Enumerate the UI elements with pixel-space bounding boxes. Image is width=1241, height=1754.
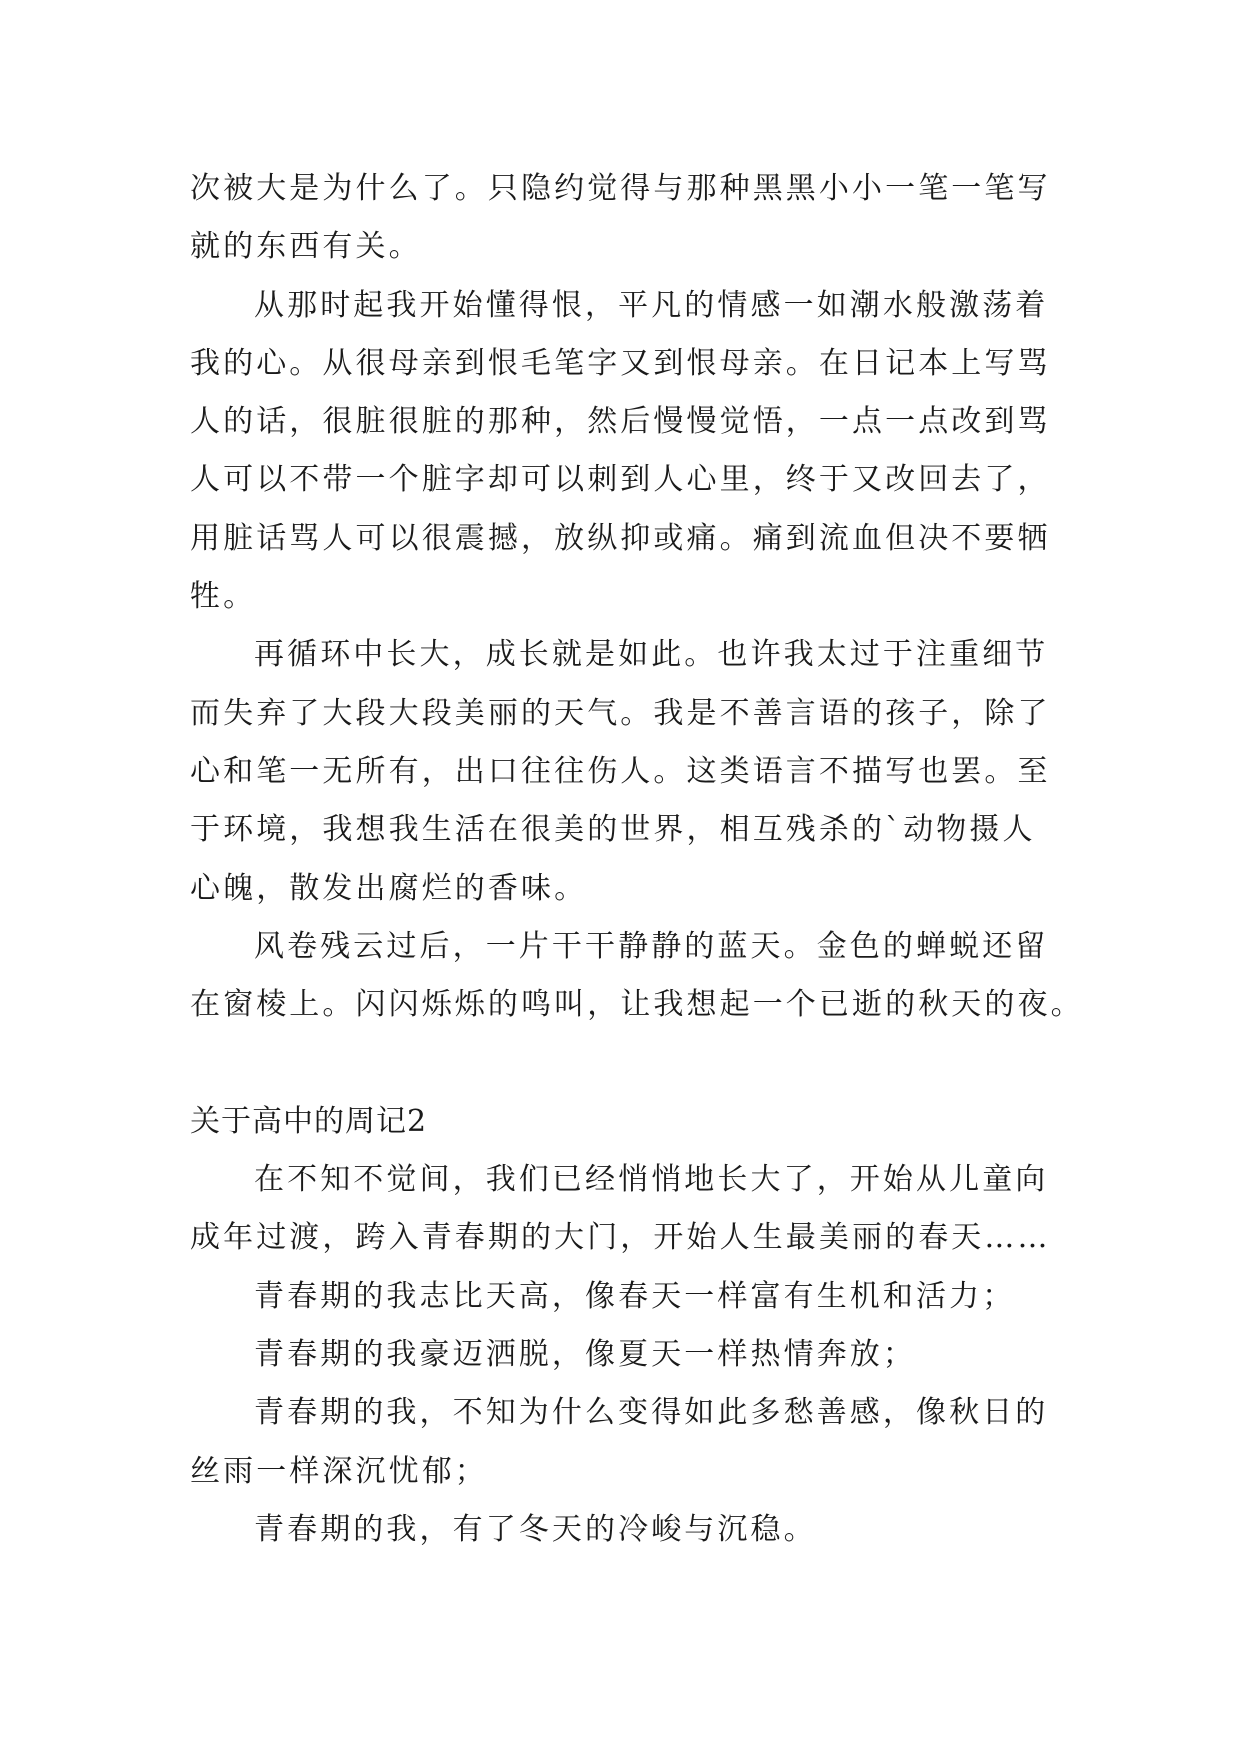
- paragraph-line: 我的心。从很母亲到恨毛笔字又到恨母亲。在日记本上写骂: [190, 345, 1051, 381]
- paragraph-line: 再循环中长大，成长就是如此。也许我太过于注重细节: [254, 637, 1049, 673]
- paragraph-line: 次被大是为什么了。只隐约觉得与那种黑黑小小一笔一笔写: [190, 171, 1051, 206]
- paragraph-line: 风卷残云过后，一片干干静静的蓝天。金色的蝉蜕还留: [254, 928, 1049, 964]
- paragraph-line: 青春期的我豪迈洒脱，像夏天一样热情奔放；: [254, 1336, 916, 1372]
- paragraph-line: 牲。: [190, 579, 257, 615]
- paragraph-line: 而失弃了大段大段美丽的天气。我是不善言语的孩子，除了: [190, 695, 1051, 731]
- paragraph-line: 丝雨一样深沉忧郁；: [190, 1453, 488, 1489]
- section-spacer: [190, 1034, 1050, 1092]
- paragraph-line: 青春期的我志比天高，像春天一样富有生机和活力；: [254, 1278, 1016, 1314]
- paragraph-line: 用脏话骂人可以很震撼，放纵抑或痛。痛到流血但决不要牺: [190, 520, 1051, 556]
- paragraph-line: 在窗棱上。闪闪烁烁的鸣叫，让我想起一个已逝的秋天的夜。: [190, 987, 1084, 1023]
- paragraph-line: 青春期的我，有了冬天的冷峻与沉稳。: [254, 1511, 817, 1547]
- paragraph-line: 于环境，我想我生活在很美的世界，相互残杀的`动物摄人: [190, 812, 1036, 848]
- document-body: [190, 160, 1084, 1559]
- paragraph-line: 人可以不带一个脏字却可以刺到人心里，终于又改回去了，: [190, 462, 1051, 498]
- paragraph-line: 就的东西有关。: [190, 229, 422, 265]
- section-title: 关于高中的周记2: [190, 1103, 428, 1139]
- paragraph-line: 成年过渡，跨入青春期的大门，开始人生最美丽的春天……: [190, 1220, 1051, 1256]
- paragraph-line: 人的话，很脏很脏的那种，然后慢慢觉悟，一点一点改到骂: [190, 404, 1051, 440]
- paragraph-line: 青春期的我，不知为什么变得如此多愁善感，像秋日的: [254, 1395, 1049, 1431]
- paragraph-line: 在不知不觉间，我们已经悄悄地长大了，开始从儿童向: [254, 1162, 1049, 1198]
- paragraph-line: 从那时起我开始懂得恨，平凡的情感一如潮水般激荡着: [254, 287, 1049, 323]
- paragraph-line: 心和笔一无所有，出口往往伤人。这类语言不描写也罢。至: [190, 753, 1051, 789]
- paragraph-line: 心魄，散发出腐烂的香味。: [190, 870, 588, 906]
